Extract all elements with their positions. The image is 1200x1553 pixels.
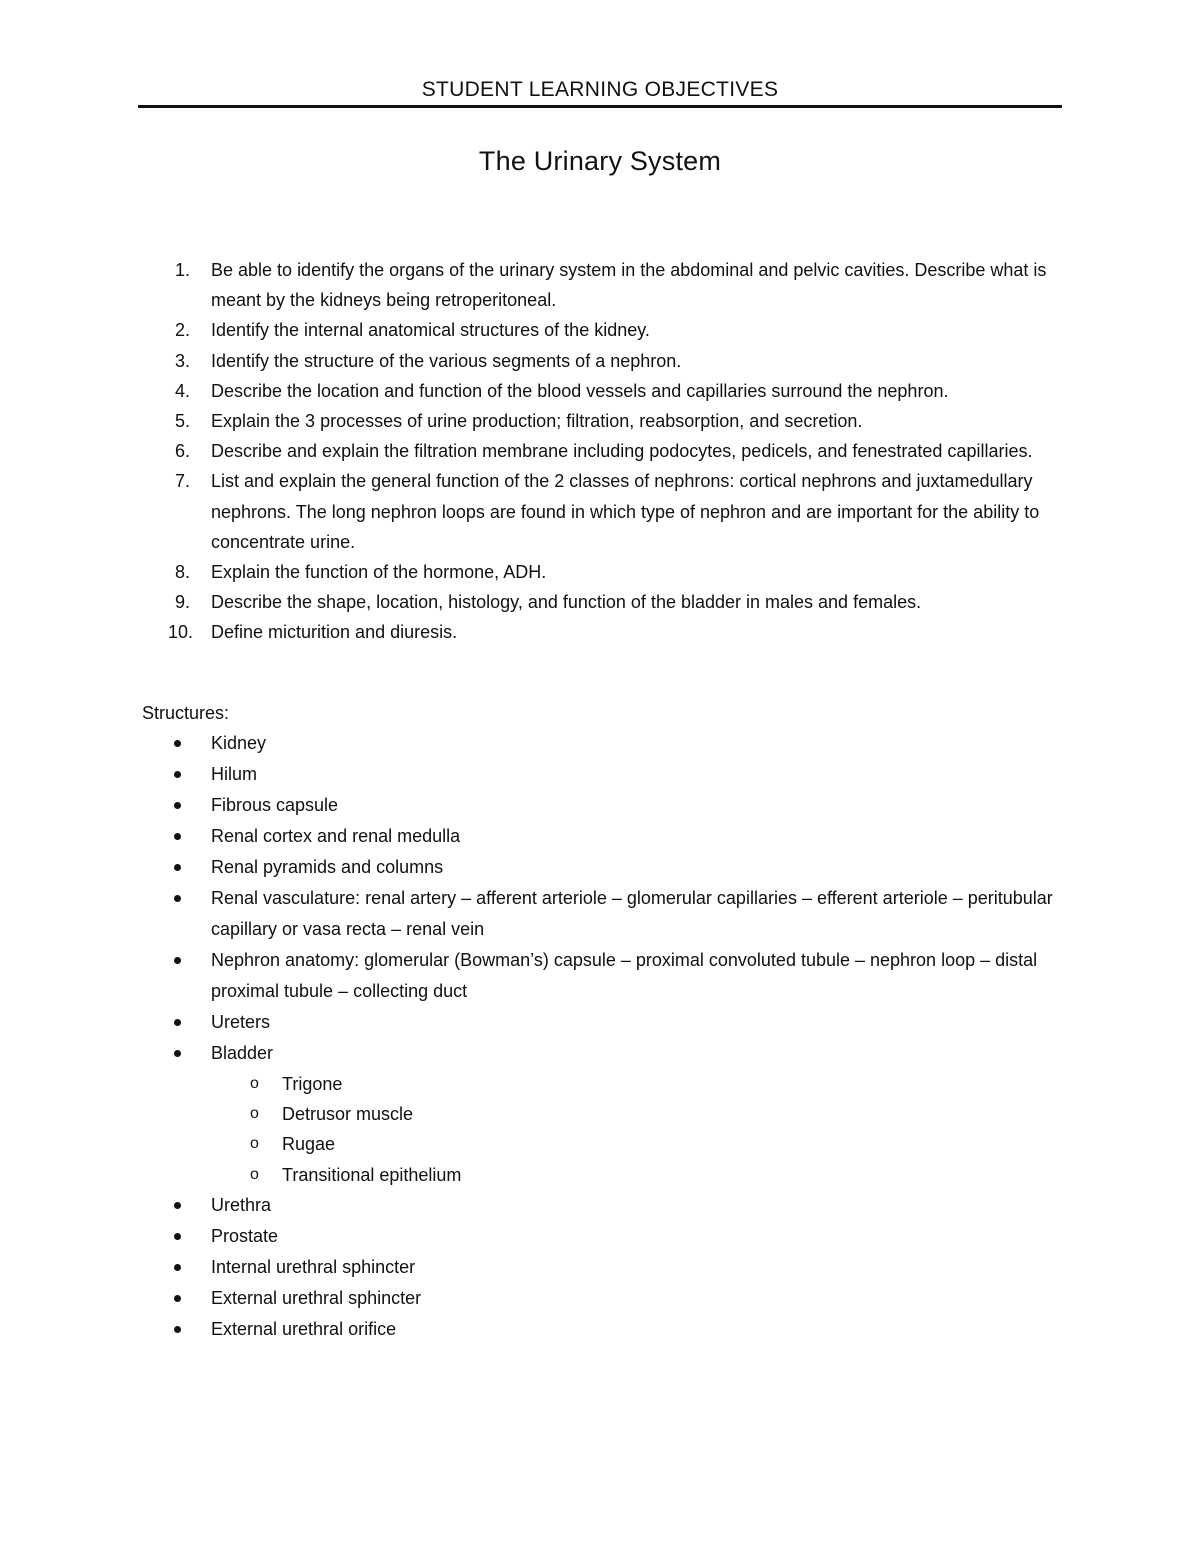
structure-item-bladder bbox=[138, 1038, 1062, 1190]
structure-text: Renal pyramids and columns bbox=[211, 857, 444, 877]
structure-item bbox=[138, 1314, 1062, 1345]
objective-text: Identify the internal anatomical structures of the kidney. bbox=[211, 320, 650, 341]
hollow-bullet-icon: o bbox=[250, 1105, 259, 1123]
structure-item bbox=[138, 728, 1062, 759]
header-rule bbox=[138, 105, 1062, 108]
bullet-icon bbox=[174, 833, 181, 840]
objective-number: 8. bbox=[175, 562, 191, 583]
sub-item-text: Rugae bbox=[282, 1134, 336, 1155]
bullet-icon bbox=[174, 1050, 181, 1057]
objective-text: Describe and explain the filtration membrane including podocytes, pedicels, and fenestrated capillaries. bbox=[211, 441, 1033, 462]
bullet-icon bbox=[174, 957, 181, 964]
document-title: The Urinary System bbox=[478, 146, 722, 176]
structure-text: Kidney bbox=[211, 733, 267, 753]
objective-8 bbox=[138, 557, 1062, 587]
objective-text: List and explain the general function of the 2 classes of nephrons: cortical nephrons and juxtamedullary nephrons. The long nephron loops are found in which type of nephron and are important for the ability to concentrate urine. bbox=[211, 471, 1040, 552]
hollow-bullet-icon: o bbox=[250, 1135, 259, 1153]
objective-number: 1. bbox=[175, 260, 191, 280]
objective-text: Describe the shape, location, histology, and function of the bladder in males and females. bbox=[211, 592, 922, 613]
structures-list bbox=[138, 728, 1062, 1345]
objective-2 bbox=[138, 315, 1062, 345]
learning-objectives-list bbox=[138, 255, 1062, 648]
objective-text: Identify the structure of the various segments of a nephron. bbox=[211, 350, 682, 371]
structure-item bbox=[138, 945, 1062, 1007]
structure-text: Internal urethral sphincter bbox=[211, 1256, 416, 1277]
objective-number: 5. bbox=[175, 411, 191, 432]
bullet-icon bbox=[174, 1326, 181, 1333]
sub-item-text: Transitional epithelium bbox=[282, 1164, 462, 1185]
bullet-icon bbox=[174, 1264, 181, 1271]
objective-7 bbox=[138, 466, 1062, 557]
objective-number: 6. bbox=[175, 441, 191, 462]
structure-item bbox=[138, 821, 1062, 852]
structure-text: Prostate bbox=[211, 1225, 279, 1246]
objective-number: 2. bbox=[175, 320, 191, 341]
structure-item bbox=[138, 1190, 1062, 1221]
objective-text: Be able to identify the organs of the urinary system in the abdominal and pelvic cavities. Describe what is meant by the kidneys being retroperitoneal. bbox=[211, 260, 1047, 311]
sub-list-item bbox=[211, 1160, 1062, 1190]
objective-text: Explain the 3 processes of urine production; filtration, reabsorption, and secretion. bbox=[211, 411, 863, 432]
objective-10 bbox=[138, 617, 1062, 647]
structures-heading: Structures: bbox=[142, 703, 230, 723]
structure-text: Nephron anatomy: glomerular (Bowman’s) capsule – proximal convoluted tubule – nephron loop – distal proximal tubule – collecting duct bbox=[211, 950, 1038, 1001]
objective-text: Describe the location and function of the blood vessels and capillaries surround the nephron. bbox=[211, 380, 949, 401]
bullet-icon bbox=[174, 1019, 181, 1026]
objective-3 bbox=[138, 346, 1062, 376]
structure-item bbox=[138, 1252, 1062, 1283]
structure-item bbox=[138, 790, 1062, 821]
sub-list-item bbox=[211, 1129, 1062, 1159]
bullet-icon bbox=[174, 771, 181, 778]
bullet-icon bbox=[174, 1202, 181, 1209]
objective-number: 9. bbox=[175, 592, 191, 613]
objective-text: Explain the function of the hormone, ADH. bbox=[211, 562, 547, 583]
structure-item bbox=[138, 759, 1062, 790]
bullet-icon bbox=[174, 1295, 181, 1302]
structure-text: Renal cortex and renal medulla bbox=[211, 826, 461, 846]
objective-text: Define micturition and diuresis. bbox=[211, 622, 458, 643]
page-header: STUDENT LEARNING OBJECTIVES bbox=[421, 78, 779, 101]
structure-text: External urethral sphincter bbox=[211, 1287, 422, 1308]
bullet-icon bbox=[174, 864, 181, 871]
sub-list-item bbox=[211, 1099, 1062, 1129]
sub-item-text: Trigone bbox=[282, 1074, 343, 1094]
structure-item bbox=[138, 852, 1062, 883]
objective-number: 7. bbox=[175, 471, 191, 492]
bullet-icon bbox=[174, 895, 181, 902]
hollow-bullet-icon: o bbox=[250, 1075, 259, 1092]
sub-item-text: Detrusor muscle bbox=[282, 1104, 414, 1125]
hollow-bullet-icon: o bbox=[250, 1165, 259, 1183]
structure-text: External urethral orifice bbox=[211, 1318, 397, 1339]
objective-5 bbox=[138, 406, 1062, 436]
structure-item bbox=[138, 1221, 1062, 1252]
objective-1 bbox=[138, 255, 1062, 315]
structure-item bbox=[138, 883, 1062, 945]
structure-text: Renal vasculature: renal artery – afferent arteriole – glomerular capillaries – efferent arteriole – peritubular capillary or vasa recta – renal vein bbox=[211, 888, 1053, 939]
structure-text: Hilum bbox=[211, 764, 258, 784]
structure-text: Ureters bbox=[211, 1012, 271, 1032]
bladder-sublist bbox=[211, 1069, 1062, 1190]
structure-text: Bladder bbox=[211, 1043, 274, 1063]
structure-text: Urethra bbox=[211, 1194, 272, 1215]
bullet-icon bbox=[174, 802, 181, 809]
objective-6 bbox=[138, 436, 1062, 466]
objective-number: 10. bbox=[168, 622, 194, 643]
structure-text: Fibrous capsule bbox=[211, 795, 339, 815]
objective-number: 3. bbox=[175, 350, 191, 371]
structure-item bbox=[138, 1283, 1062, 1314]
bullet-icon bbox=[174, 1233, 181, 1240]
structure-item bbox=[138, 1007, 1062, 1038]
objective-4 bbox=[138, 376, 1062, 406]
objective-9 bbox=[138, 587, 1062, 617]
objective-number: 4. bbox=[175, 380, 191, 401]
sub-list-item bbox=[211, 1069, 1062, 1099]
bullet-icon bbox=[174, 740, 181, 747]
